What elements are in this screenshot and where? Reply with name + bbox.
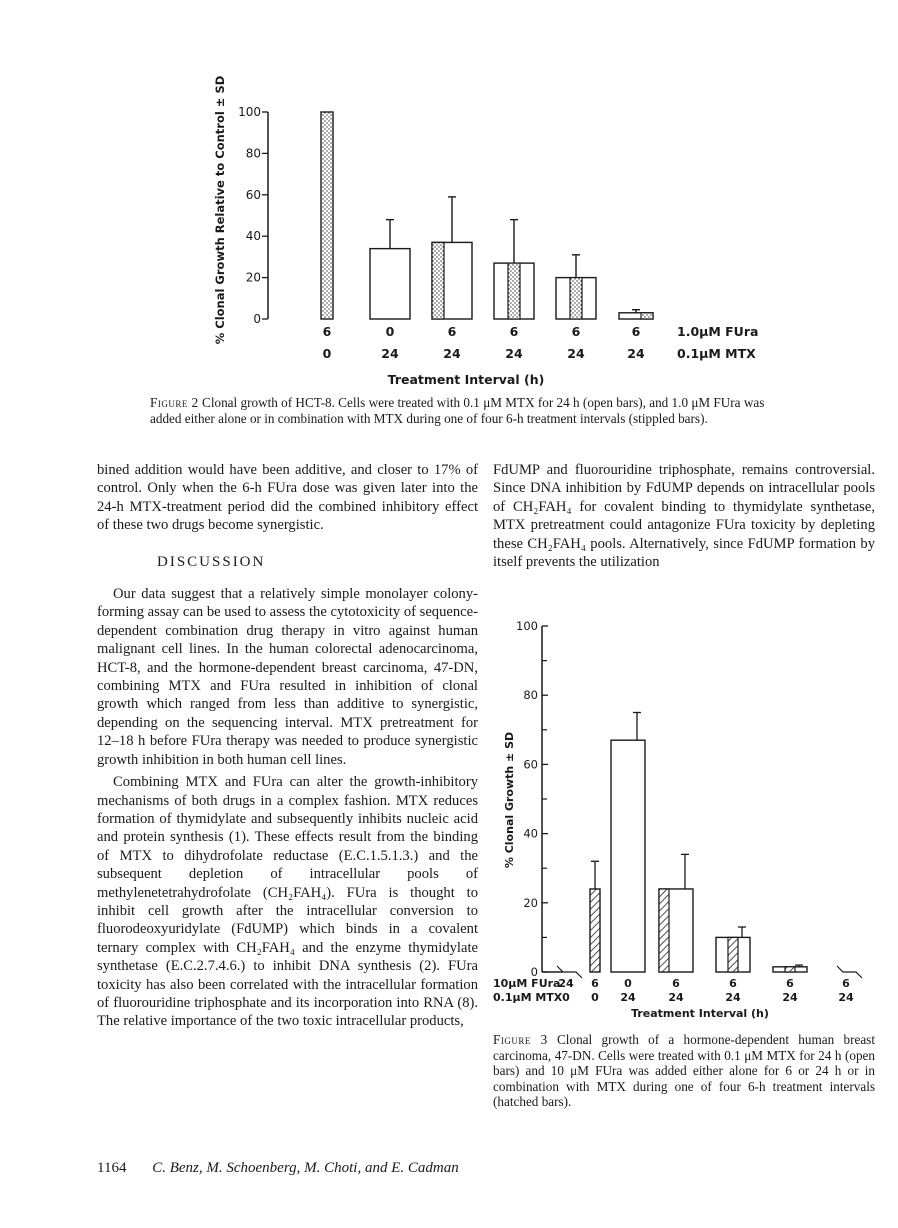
figure-2-mtx-row-label: 0.1μM MTX: [677, 346, 756, 361]
figure-3-caption-text: Clonal growth of a hormone-dependent human breast carcinoma, 47-DN. Cells were treated with 0.1 μM MTX for 24 h (open bars) and 10 μM FUra was added either alone for 6 or 24 h or in combination with MTX during one of four 6-h treatment intervals (hatched bars).: [493, 1032, 875, 1109]
figure-3-fura-label: 6: [786, 977, 794, 990]
discussion-paragraph-2: Combining MTX and FUra can alter the growth-inhibitory mechanisms of both drugs in a complex fashion. MTX reduces formation of thymidylate and subsequently inhibits nucleic acid and protein synthesis (1). These effects result from the binding of MTX to dihydrofolate reductase (E.C.1.5.1.3.) and the subsequent depletion of intracellular pools of methylenetetrahydrofolate (CH₂FAH₄). FUra is thought to inhibit cell growth after the intracellular conversion to fluorodeoxyuridylate (FdUMP) which binds in a covalent ternary complex with CH₂FAH₄ and the enzyme thymidylate synthetase (E.C.2.7.4.6.) to inhibit DNA synthesis (2). FUra toxicity has also been correlated with the intracellular formation of fluorouridine triphosphate and its incorporation into RNA (8). The relative importance of the two toxic intracellular products,: [97, 774, 478, 1030]
paragraph-continued: bined addition would have been additive, and closer to 17% of control. Only when the 6-h FUra dose was given later into the 24-h MTX-treatment period did the combined inhibitory effect of these two drugs become synergistic.: [97, 462, 478, 534]
figure-3-mtx-label: 24: [725, 991, 741, 1004]
figure-3-caption-lead: Figure 3: [493, 1032, 548, 1047]
figure-3-chart: [470, 610, 890, 1030]
figure-3-fura-label: 6: [672, 977, 680, 990]
figure-3-y-tick-label: 40: [523, 826, 538, 841]
figure-3-y-tick-label: 0: [530, 965, 538, 979]
figure-3-bar: [611, 740, 645, 972]
page-number: 1164: [97, 1160, 127, 1176]
running-authors: C. Benz, M. Schoenberg, M. Choti, and E. Cadman: [152, 1160, 459, 1176]
figure-2-caption: [150, 395, 790, 426]
figure-2-chart: [0, 0, 898, 395]
figure-2-y-tick-label: 100: [238, 105, 261, 119]
figure-2-bars: [321, 112, 653, 319]
figure-2-y-axis-label: % Clonal Growth Relative to Control ± SD: [213, 75, 227, 345]
figure-3-bar: [590, 889, 600, 972]
figure-2-mtx-label: 24: [567, 346, 585, 361]
figure-2-labels: [323, 324, 759, 387]
figure-3-y-axis-label: % Clonal Growth ± SD: [503, 731, 516, 869]
figure-2-y-tick-label: 0: [253, 312, 261, 326]
right-column: [493, 461, 875, 571]
figure-2-fura-label: 6: [322, 324, 332, 339]
figure-3-fura-label: 6: [591, 977, 599, 990]
figure-2-axes: [213, 76, 268, 345]
left-column: [97, 461, 478, 1031]
page-footer: [97, 1160, 459, 1177]
figure-3-axes: [503, 619, 563, 979]
figure-3-y-tick-label: 60: [523, 757, 538, 772]
figure-3-mtx-row-label: 0.1μM MTX: [493, 991, 563, 1004]
figure-2-bar-segment: [508, 263, 520, 319]
figure-3-fura-row-label: 10μM FUra: [493, 977, 561, 990]
right-column-paragraph: FdUMP and fluorouridine triphosphate, remains controversial. Since DNA inhibition by FdUMP depends on intracellular pools of CH₂FAH₄ for covalent binding to thymidylate synthetase, MTX pretreatment could antagonize FUra toxicity by depleting these CH₂FAH₄ pools. Alternatively, since FdUMP formation by itself prevents the utilization: [493, 462, 875, 571]
figure-2-mtx-label: 24: [381, 346, 399, 361]
figure-2-mtx-label: 24: [505, 346, 523, 361]
discussion-paragraph-1: Our data suggest that a relatively simple monolayer colony-forming assay can be used to assess the cytotoxicity of sequence-dependent combination drug therapy in vitro against human malignant cell lines. In the human colorectal adenocarcinoma, HCT-8, and the hormone-dependent breast carcinoma, 47-DN, combining MTX and FUra resulted in inhibition of clonal growth which ranged from less than additive to synergistic, depending on the sequencing interval. MTX pretreatment for 12–18 h before FUra therapy was needed to produce synergistic growth inhibition in both human cell lines.: [97, 586, 478, 768]
figure-2-bar-segment: [641, 313, 653, 319]
discussion-heading: DISCUSSION: [157, 553, 266, 570]
figure-2-fura-row-label: 1.0μM FUra: [677, 324, 759, 339]
figure-2-x-axis-label: Treatment Interval (h): [387, 372, 545, 387]
figure-2-fura-label: 6: [447, 324, 457, 339]
figure-2-y-tick-label: 40: [245, 229, 261, 244]
figure-2-bar: [321, 112, 333, 319]
figure-3-mtx-label: 24: [620, 991, 636, 1004]
figure-2-y-tick-label: 80: [245, 146, 261, 161]
figure-3-fura-label: 6: [729, 977, 737, 990]
figure-2-bar-segment: [432, 242, 444, 319]
figure-3-mtx-label: 24: [782, 991, 798, 1004]
figure-2-fura-label: 6: [631, 324, 641, 339]
figure-3-mtx-label: 24: [838, 991, 854, 1004]
figure-2-y-tick-label: 60: [245, 187, 261, 202]
figure-3-fura-label: 0: [624, 977, 632, 990]
figure-3-x-axis-label: Treatment Interval (h): [631, 1007, 769, 1020]
figure-2-mtx-label: 0: [322, 346, 332, 361]
figure-2-y-tick-label: 20: [245, 270, 261, 285]
figure-3-bar-segment: [785, 967, 795, 972]
figure-2-fura-label: 0: [385, 324, 395, 339]
figure-2-fura-label: 6: [571, 324, 581, 339]
figure-3-bar-segment: [728, 937, 738, 972]
figure-3-y-tick-label: 100: [516, 619, 538, 633]
figure-3-bar-segment: [659, 889, 669, 972]
figure-3-y-tick-label: 80: [523, 688, 538, 703]
figure-3-mtx-label: 0: [562, 991, 570, 1004]
figure-3-mtx-label: 24: [668, 991, 684, 1004]
figure-2-caption-text: Clonal growth of HCT-8. Cells were treated with 0.1 μM MTX for 24 h (open bars), and 1.0 μM FUra was added either alone or in combination with MTX during one of four 6-h treatment intervals (stippled bars).: [150, 395, 765, 426]
figure-2-mtx-label: 24: [443, 346, 461, 361]
figure-2-bar-segment: [570, 278, 582, 319]
figure-2-caption-lead: Figure 2: [150, 395, 199, 410]
figure-3-fura-label: 24: [558, 977, 574, 990]
figure-3-fura-label: 6: [842, 977, 850, 990]
figure-3-bars: [557, 713, 862, 979]
figure-3-caption: [493, 1032, 875, 1110]
figure-3-y-tick-label: 20: [523, 895, 538, 910]
figure-2-mtx-label: 24: [627, 346, 645, 361]
figure-2-fura-label: 6: [509, 324, 519, 339]
figure-3-labels: [493, 977, 854, 1020]
figure-2-bar: [370, 249, 410, 319]
figure-3-mtx-label: 0: [591, 991, 599, 1004]
